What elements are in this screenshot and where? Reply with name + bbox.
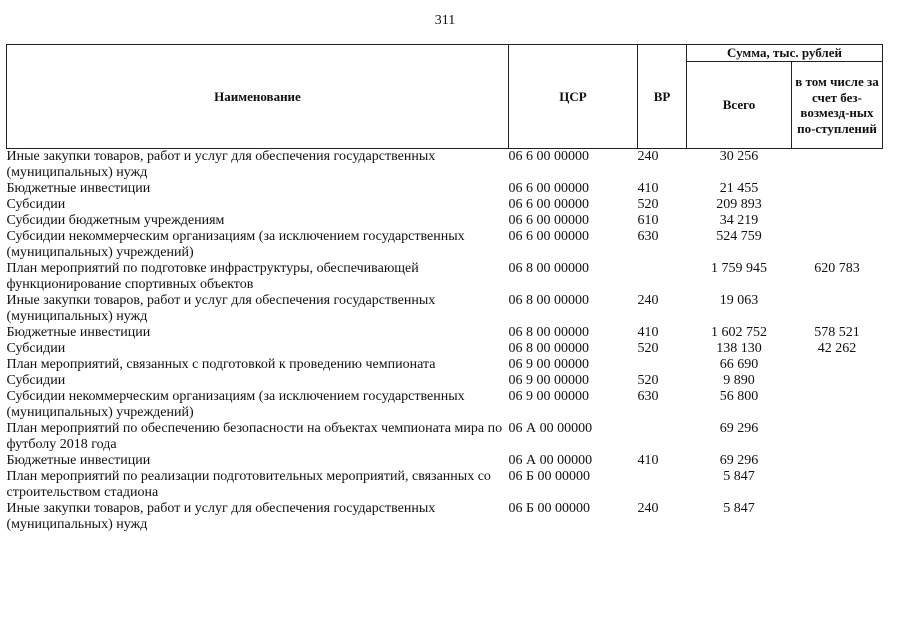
- row-vr: 610: [637, 213, 659, 228]
- row-incl: [792, 469, 883, 501]
- row-incl: [792, 453, 883, 469]
- row-csr: 06 6 00 00000: [508, 197, 589, 212]
- table-row: [7, 469, 883, 501]
- table-row: [7, 181, 883, 197]
- row-name: Субсидии: [6, 373, 66, 388]
- row-vr: 240: [637, 293, 659, 308]
- row-vr: [638, 469, 687, 501]
- row-total: 34 219: [719, 213, 759, 228]
- row-csr: 06 6 00 00000: [508, 229, 589, 244]
- row-vr: [638, 421, 687, 453]
- row-name: Иные закупки товаров, работ и услуг для обеспечения государственных (муниципальных) нужд: [6, 501, 436, 532]
- row-incl: 42 262: [817, 341, 857, 356]
- table-row: [7, 149, 883, 182]
- budget-table: [6, 44, 883, 533]
- row-csr: 06 Б 00 00000: [508, 501, 591, 516]
- table-row: [7, 373, 883, 389]
- row-total: 138 130: [716, 341, 762, 356]
- row-name: Бюджетные инвестиции: [6, 325, 151, 340]
- row-vr: 410: [637, 325, 659, 340]
- row-total: 19 063: [719, 293, 759, 308]
- header-sum: Сумма, тыс. рублей: [687, 45, 883, 62]
- row-csr: 06 9 00 00000: [508, 389, 589, 404]
- row-vr: 520: [637, 341, 659, 356]
- table-header: [7, 45, 883, 149]
- row-csr: 06 9 00 00000: [508, 373, 589, 388]
- row-total: 5 847: [723, 469, 755, 484]
- row-incl: [792, 373, 883, 389]
- row-name: Субсидии некоммерческим организациям (за исключением государственных (муниципальных) учреждений): [6, 389, 465, 420]
- row-csr: 06 8 00 00000: [508, 293, 589, 308]
- row-total: 1 759 945: [711, 261, 767, 276]
- table-row: [7, 501, 883, 533]
- table-row: [7, 389, 883, 421]
- row-incl: [792, 501, 883, 533]
- row-vr: 240: [637, 149, 659, 164]
- table-row: [7, 213, 883, 229]
- row-total: 21 455: [719, 181, 759, 196]
- row-incl: [792, 149, 883, 182]
- row-incl: [792, 389, 883, 421]
- table-row: [7, 293, 883, 325]
- row-total: 69 296: [719, 421, 759, 436]
- row-csr: 06 6 00 00000: [508, 213, 589, 228]
- row-csr: 06 Б 00 00000: [508, 469, 591, 484]
- table-row: [7, 325, 883, 341]
- row-vr: 410: [637, 181, 659, 196]
- header-csr: ЦСР: [509, 45, 638, 149]
- row-name: План мероприятий по обеспечению безопасности на объектах чемпионата мира по футболу 2018 года: [6, 421, 503, 452]
- table-row: [7, 229, 883, 261]
- row-vr: [638, 357, 687, 373]
- row-name: Бюджетные инвестиции: [6, 453, 151, 468]
- row-csr: 06 6 00 00000: [508, 149, 589, 164]
- row-total: 30 256: [719, 149, 759, 164]
- row-incl: [792, 229, 883, 261]
- row-csr: 06 9 00 00000: [508, 357, 589, 372]
- row-vr: 630: [637, 229, 659, 244]
- row-name: План мероприятий, связанных с подготовкой к проведению чемпионата: [6, 357, 436, 372]
- row-vr: 520: [637, 373, 659, 388]
- row-csr: 06 8 00 00000: [508, 325, 589, 340]
- row-name: План мероприятий по реализации подготовительных мероприятий, связанных со строительством стадиона: [6, 469, 491, 500]
- row-vr: 240: [637, 501, 659, 516]
- table-row: [7, 421, 883, 453]
- row-total: 524 759: [716, 229, 762, 244]
- row-incl: [792, 213, 883, 229]
- row-name: Субсидии некоммерческим организациям (за исключением государственных (муниципальных) учреждений): [6, 229, 465, 260]
- row-total: 5 847: [723, 501, 755, 516]
- row-csr: 06 А 00 00000: [508, 453, 593, 468]
- row-total: 1 602 752: [711, 325, 767, 340]
- row-name: Субсидии бюджетным учреждениям: [6, 213, 225, 228]
- row-csr: 06 А 00 00000: [508, 421, 593, 436]
- row-incl: [792, 293, 883, 325]
- row-vr: 630: [637, 389, 659, 404]
- row-total: 56 800: [719, 389, 759, 404]
- row-incl: [792, 421, 883, 453]
- row-csr: 06 8 00 00000: [508, 261, 589, 276]
- row-name: Иные закупки товаров, работ и услуг для обеспечения государственных (муниципальных) нужд: [6, 149, 436, 180]
- row-csr: 06 6 00 00000: [508, 181, 589, 196]
- row-total: 69 296: [719, 453, 759, 468]
- page-number: 311: [434, 13, 456, 28]
- row-name: Бюджетные инвестиции: [6, 181, 151, 196]
- header-name: Наименование: [7, 45, 509, 149]
- table-row: [7, 197, 883, 213]
- row-incl: 578 521: [814, 325, 860, 340]
- row-total: 209 893: [716, 197, 762, 212]
- row-incl: [792, 357, 883, 373]
- row-name: План мероприятий по подготовке инфраструктуры, обеспечивающей функционирование спортивных объектов: [6, 261, 419, 292]
- table-body: [7, 149, 883, 534]
- row-total: 66 690: [719, 357, 759, 372]
- table-row: [7, 341, 883, 357]
- row-name: Субсидии: [6, 197, 66, 212]
- row-vr: [638, 261, 687, 293]
- table-row: [7, 357, 883, 373]
- row-vr: 410: [637, 453, 659, 468]
- row-incl: [792, 197, 883, 213]
- header-incl: в том числе за счет без-возмезд-ных по-ступлений: [792, 62, 883, 149]
- row-csr: 06 8 00 00000: [508, 341, 589, 356]
- row-total: 9 890: [723, 373, 755, 388]
- table-row: [7, 261, 883, 293]
- row-incl: 620 783: [814, 261, 860, 276]
- header-vr: ВР: [638, 45, 687, 149]
- header-total: Всего: [687, 62, 792, 149]
- row-incl: [792, 181, 883, 197]
- row-name: Иные закупки товаров, работ и услуг для обеспечения государственных (муниципальных) нужд: [6, 293, 436, 324]
- table-row: [7, 453, 883, 469]
- row-vr: 520: [637, 197, 659, 212]
- row-name: Субсидии: [6, 341, 66, 356]
